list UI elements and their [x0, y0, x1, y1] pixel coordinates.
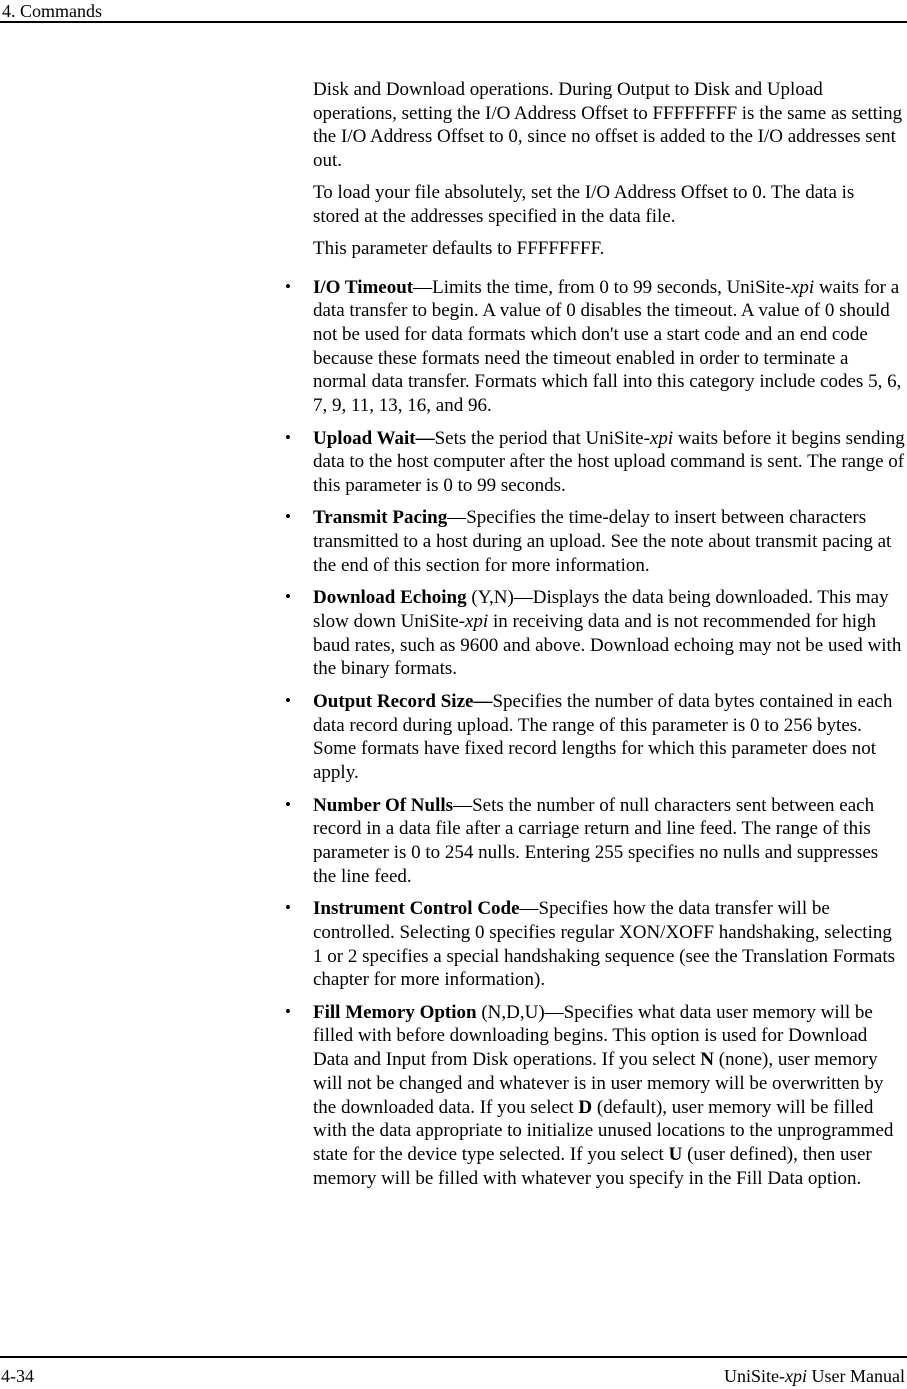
chapter-header: 4. Commands [2, 1, 103, 21]
parameter-bullet-list [285, 276, 905, 1191]
bullet-icon: • [285, 898, 291, 918]
page-number: 4-34 [1, 1366, 34, 1386]
list-item-text: Instrument Control Code—Specifies how the data transfer will be controlled. Selecting 0 specifies regular XON/XOFF handshaking, selecting 1 or 2 specifies a special handshaking sequence (see the Translation Formats chapter for more information). [313, 898, 895, 991]
paragraph-load-file-absolutely: To load your file absolutely, set the I/O Address Offset to 0. The data is stored at the addresses specified in the data file. [313, 182, 855, 227]
list-item-text: Transmit Pacing—Specifies the time-delay to insert between characters transmitted to a host during an upload. See the note about transmit pacing at the end of this section for more information. [313, 507, 892, 576]
list-item-download-echoing [285, 586, 905, 681]
list-item-transmit-pacing [285, 506, 905, 577]
list-item-text: Upload Wait—Sets the period that UniSite-xpi waits before it begins sending data to the host computer after the host upload command is sent. The range of this parameter is 0 to 99 seconds. [313, 427, 905, 496]
list-item-text: Number Of Nulls—Sets the number of null characters sent between each record in a data file after a carriage return and line feed. The range of this parameter is 0 to 254 nulls. Entering 255 specifies no nulls and suppresses the line feed. [313, 794, 879, 887]
list-item-text: Output Record Size—Specifies the number of data bytes contained in each data record during upload. The range of this parameter is 0 to 256 bytes. Some formats have fixed record lengths for which this parameter does not apply. [313, 690, 893, 784]
list-item-output-record-size [285, 690, 905, 785]
list-item-text: Download Echoing (Y,N)—Displays the data being downloaded. This may slow down UniSite-xpi in receiving data and is not recommended for high baud rates, such as 9600 and above. Download echoing may not be used with the binary formats. [313, 587, 902, 680]
list-item-io-timeout [285, 276, 905, 418]
manual-title: UniSite-xpi User Manual [724, 1366, 905, 1386]
footer-rule [0, 1356, 907, 1358]
list-item-text: Fill Memory Option (N,D,U)—Specifies what data user memory will be filled with before downloading begins. This option is used for Download Data and Input from Disk operations. If you select N (none), user memory will not be changed and whatever is in user memory will be overwritten by the downloaded data. If you select D (default), user memory will be filled with the data appropriate to initialize unused locations to the unprogrammed state for the device type selected. If you select U (user defined), then user memory will be filled with whatever you specify in the Fill Data option. [313, 1001, 894, 1189]
paragraph-io-offset-continuation: Disk and Download operations. During Output to Disk and Upload operations, setting the I/O Address Offset to FFFFFFFF is the same as setting the I/O Address Offset to 0, since no offset is added to the I/O addresses sent out. [313, 79, 903, 172]
bullet-icon: • [285, 427, 291, 447]
list-item-text: I/O Timeout—Limits the time, from 0 to 99 seconds, UniSite-xpi waits for a data transfer to begin. A value of 0 disables the timeout. A value of 0 should not be used for data formats which don't use a start code and an end code because these formats need the timeout enabled in order to terminate a normal data transfer. Formats which fall into this category include codes 5, 6, 7, 9, 11, 13, 16, and 96. [313, 276, 902, 417]
list-item-fill-memory-option [285, 1001, 905, 1191]
bullet-icon: • [285, 1001, 291, 1021]
bullet-icon: • [285, 794, 291, 814]
paragraph-parameter-default: This parameter defaults to FFFFFFFF. [313, 237, 605, 259]
list-item-instrument-control-code [285, 897, 905, 992]
body-column [285, 78, 905, 1199]
header-rule [0, 21, 907, 23]
bullet-icon: • [285, 507, 291, 527]
bullet-icon: • [285, 690, 291, 710]
bullet-icon: • [285, 587, 291, 607]
list-item-number-of-nulls [285, 794, 905, 889]
bullet-icon: • [285, 276, 291, 296]
list-item-upload-wait [285, 427, 905, 498]
